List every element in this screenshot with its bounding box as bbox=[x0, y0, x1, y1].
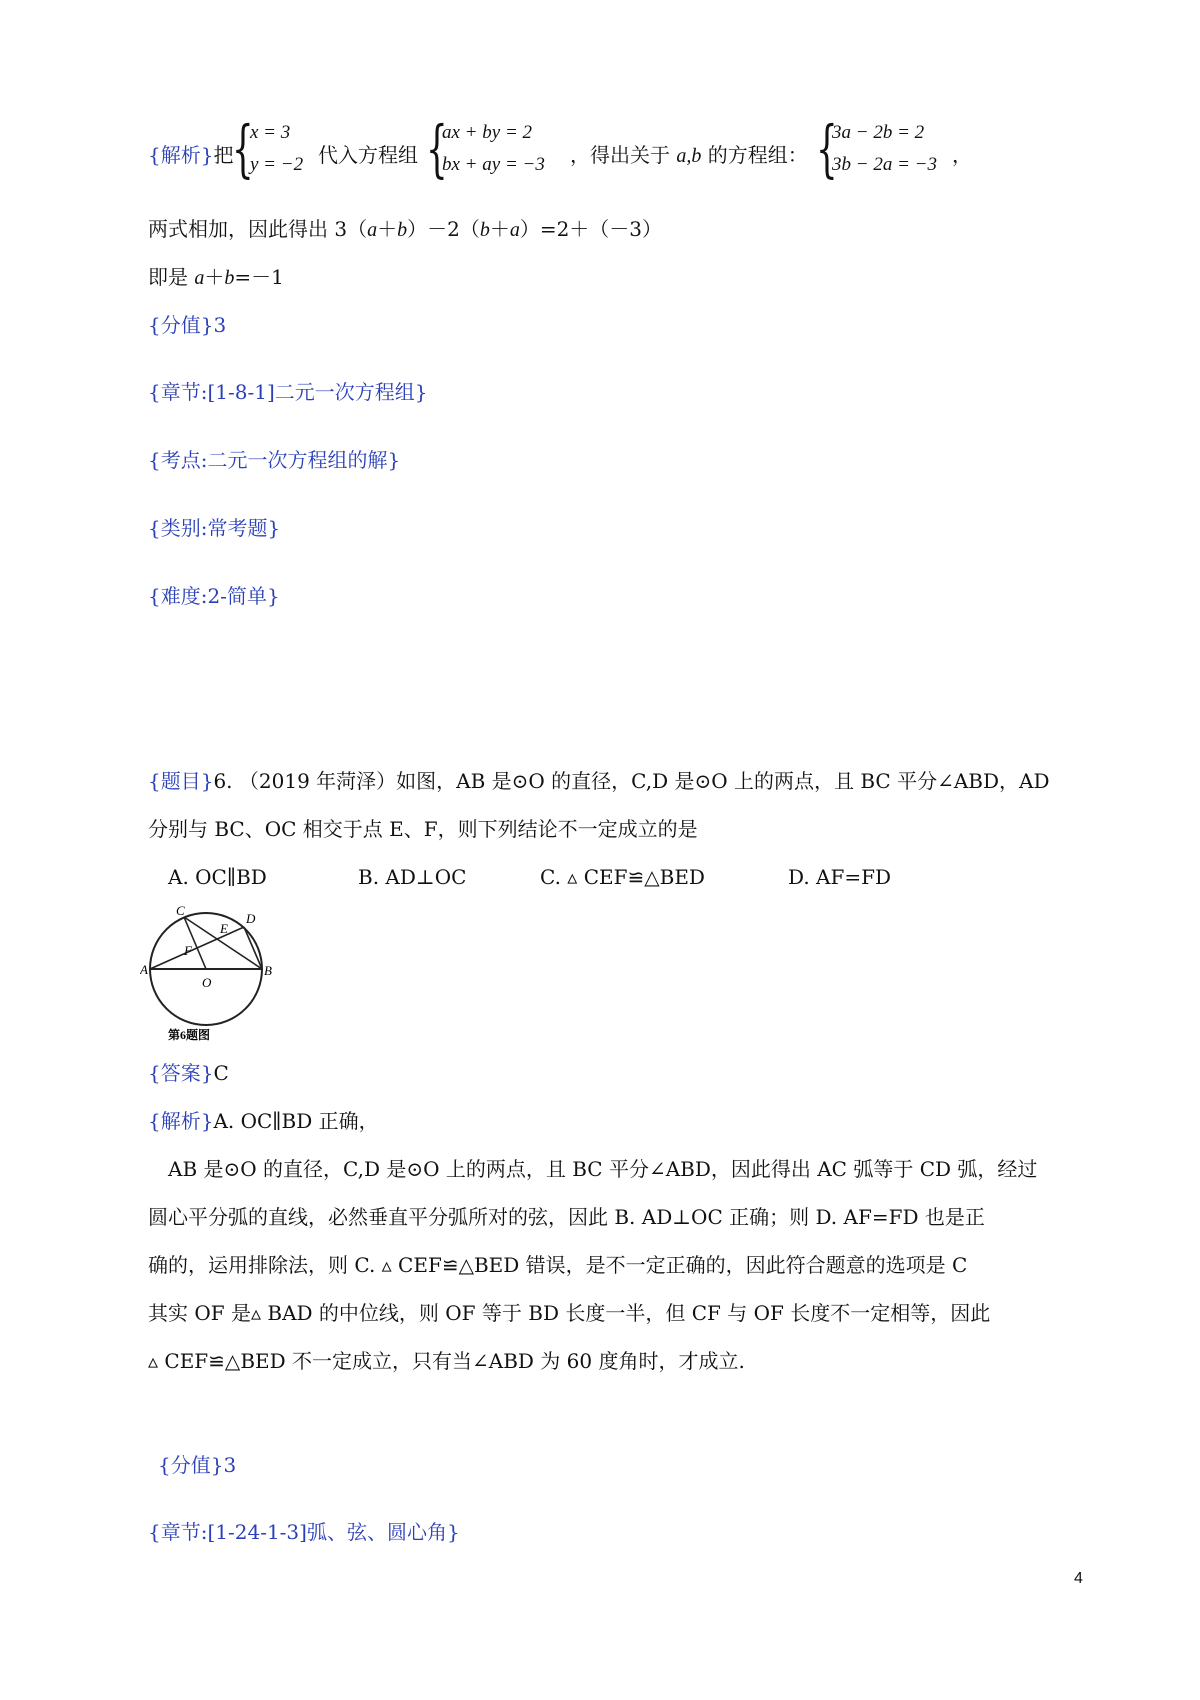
label-e: E bbox=[220, 921, 228, 936]
figure-caption: 第6题图 bbox=[168, 1028, 211, 1042]
solution-6-line-4: 确的，运用排除法，则 C. ▵ CEF≌△BED 错误，是不一定正确的，因此符合题意的选项是 C bbox=[148, 1253, 968, 1277]
solution-6-line-2: AB 是⊙O 的直径，C,D 是⊙O 上的两点，且 BC 平分∠ABD，因此得出 AC 弧等于 CD 弧，经过 bbox=[168, 1157, 1038, 1181]
solution-6-line-3: 圆心平分弧的直线，必然垂直平分弧所对的弦，因此 B. AD⊥OC 正确；则 D. AF=FD 也是正 bbox=[148, 1205, 985, 1229]
option-a: A. OC∥BD bbox=[168, 865, 267, 889]
label-b: B bbox=[264, 963, 272, 978]
score-tag: {分值}3 bbox=[158, 1453, 237, 1477]
brace-icon: { bbox=[816, 112, 838, 185]
answer-line bbox=[148, 1058, 229, 1088]
chapter-tag: {章节:[1-8-1]二元一次方程组} bbox=[148, 380, 428, 404]
label-c: C bbox=[176, 905, 185, 918]
answer-tag: {答案} bbox=[148, 1061, 214, 1085]
equation-system-2: { ax + by = 2 bx + ay = −3 bbox=[426, 112, 545, 185]
chapter-tag: {章节:[1-24-1-3]弧、弦、圆心角} bbox=[148, 1520, 460, 1544]
knowledge-point-tag: {考点:二元一次方程组的解} bbox=[148, 448, 401, 472]
difficulty-tag: {难度:2-简单} bbox=[148, 584, 280, 608]
solution-6-line-5: 其实 OF 是▵ BAD 的中位线，则 OF 等于 BD 长度一半，但 CF 与 OF 长度不一定相等，因此 bbox=[148, 1301, 991, 1325]
equation-system-1: { x = 3 y = −2 bbox=[232, 112, 304, 185]
geometry-figure bbox=[140, 905, 280, 1045]
solution-5-line-3: 即是 a＋b=－1 bbox=[148, 265, 284, 289]
label-f: F bbox=[184, 943, 192, 958]
question-6-line-1: {题目}6. （2019 年菏泽）如图，AB 是⊙O 的直径，C,D 是⊙O 上的两点，且 BC 平分∠ABD，AD bbox=[148, 769, 1050, 793]
option-b: B. AD⊥OC bbox=[358, 865, 467, 889]
analysis-tag: {解析} bbox=[148, 143, 214, 167]
equation-system-3: { 3a − 2b = 2 3b − 2a = −3 bbox=[816, 112, 937, 185]
brace-icon: { bbox=[232, 112, 254, 185]
option-d: D. AF=FD bbox=[788, 865, 892, 889]
question-tag: {题目} bbox=[148, 769, 214, 793]
label-o: O bbox=[202, 975, 212, 990]
question-6-line-2: 分别与 BC、OC 相交于点 E、F，则下列结论不一定成立的是 bbox=[148, 817, 698, 841]
answer-value: C bbox=[213, 1061, 229, 1085]
brace-icon: { bbox=[426, 112, 448, 185]
solution-6-line-1: {解析}A. OC∥BD 正确， bbox=[148, 1109, 379, 1133]
option-c: C. ▵ CEF≌△BED bbox=[540, 865, 705, 889]
solution-5-line-1: {解析}把 bbox=[148, 143, 234, 167]
analysis-tag: {解析} bbox=[148, 1109, 214, 1133]
score-tag: {分值}3 bbox=[148, 313, 227, 337]
solution-5-line-2: 两式相加，因此得出 3（a＋b）－2（b＋a）=2＋（－3） bbox=[148, 217, 663, 241]
category-tag: {类别:常考题} bbox=[148, 516, 281, 540]
label-a: A bbox=[140, 962, 148, 977]
page-number: 4 bbox=[1074, 1570, 1083, 1587]
label-d: D bbox=[246, 911, 256, 926]
solution-6-line-6: ▵ CEF≌△BED 不一定成立，只有当∠ABD 为 60 度角时，才成立. bbox=[148, 1349, 745, 1373]
